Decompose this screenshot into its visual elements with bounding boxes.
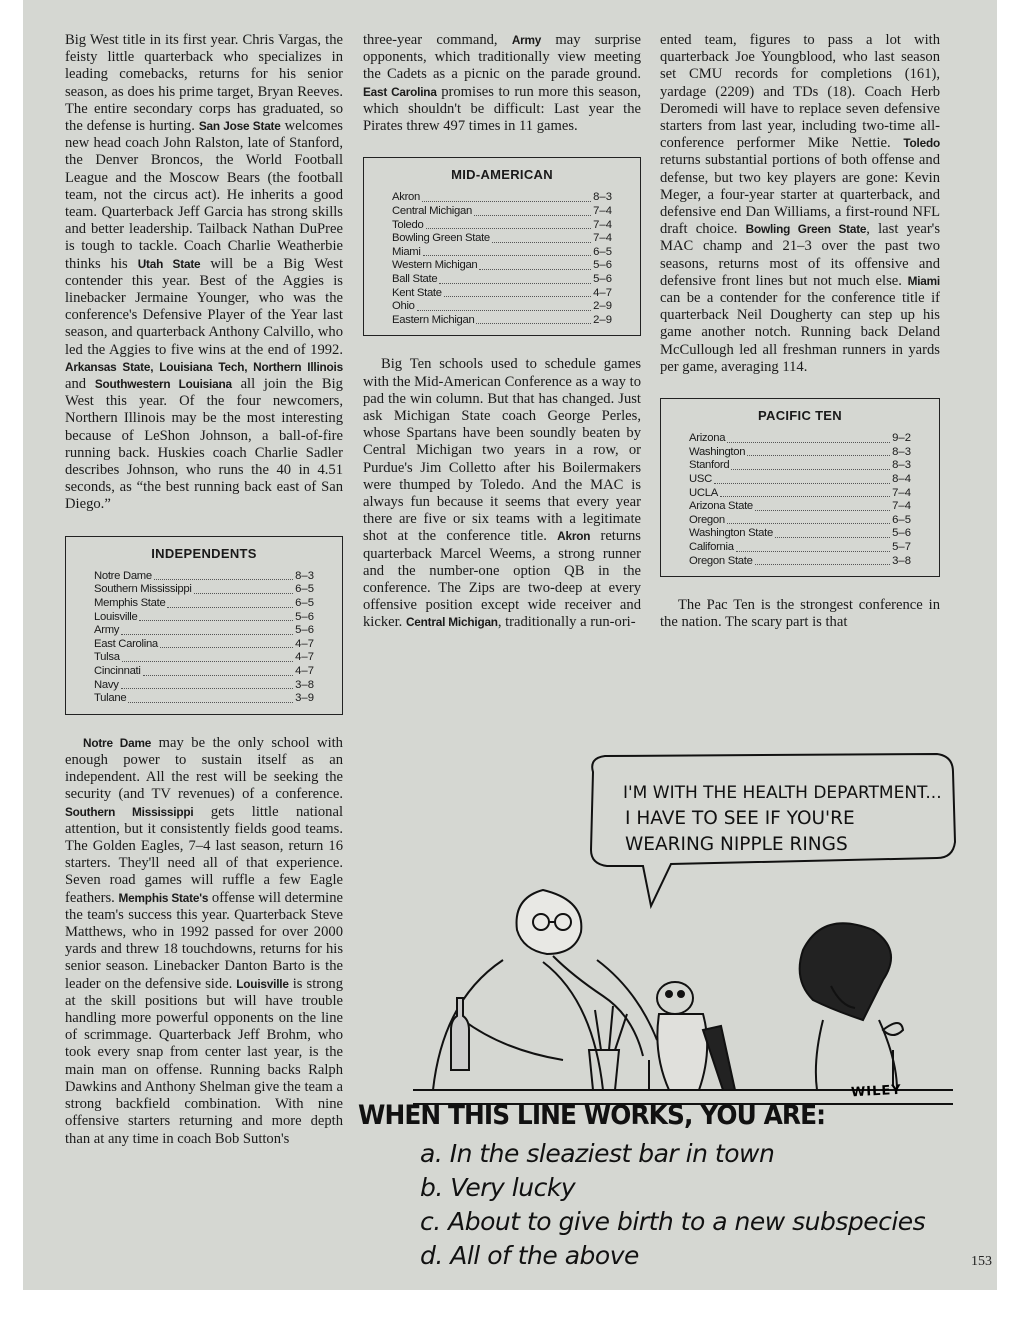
team-label: Tulane: [94, 692, 127, 705]
standings-row: [364, 191, 640, 205]
team-label: Washington: [689, 445, 746, 458]
dot-leader: [747, 446, 890, 457]
team-label: Toledo: [392, 218, 424, 231]
dot-leader: [479, 259, 591, 270]
standings-row: [661, 487, 939, 501]
speech-text: [623, 780, 983, 858]
standings-row: [661, 432, 939, 446]
dot-leader: [775, 527, 890, 538]
record-value: 3–9: [295, 692, 314, 705]
article-paragraph: [65, 32, 343, 514]
team-name: Bowling Green State: [745, 222, 867, 237]
text-run: can be a contender for the conference title if quarterback Neil Dougherty can step up his game another notch. Running back Deland McCullough led all freshman runners in yards per game, averaging 114.: [660, 290, 940, 375]
dot-leader: [139, 611, 293, 622]
standings-row: [364, 259, 640, 273]
article-paragraph: [65, 735, 343, 1148]
standings-rows: [364, 191, 640, 327]
record-value: 7–4: [593, 232, 612, 245]
article-paragraph: [363, 32, 641, 135]
record-value: 4–7: [593, 286, 612, 299]
text-run: Big West title in its first year. Chris Vargas, the feisty little quarterback who specializes in leading comebacks, returns for his senior season, as does his prime target, Bryan Reeves. The entire secondary corps has graduated, so the defense is hurting.: [65, 32, 343, 135]
standings-row: [66, 583, 342, 597]
caption-option-c: c. About to give birth to a new subspecies: [420, 1207, 926, 1236]
text-run: , last year's MAC champ and 21–3 over the past two seasons, returns most of its offensive and defensive front lines but not much else.: [660, 221, 940, 289]
standings-row: [66, 692, 342, 706]
team-label: Navy: [94, 678, 119, 691]
team-label: Central Michigan: [392, 205, 472, 218]
dot-leader: [417, 300, 591, 311]
text-run: is strong at the skill positions but will have trouble handling more powerful opponents on the line of scrimmage. Quarterback Jeff Brohm, who took every snap from center last year, is the main man on offense. Running backs Ralph Dawkins and Anthony Shelman give the team a strong backfield combination. With nine offensive starters returning and more depth than at any time in coach Bob Sutton's: [65, 975, 343, 1147]
dot-leader: [755, 555, 891, 566]
team-name: Southern Mississippi: [65, 804, 194, 819]
team-label: Memphis State: [94, 597, 166, 610]
team-label: Louisville: [94, 610, 138, 623]
standings-row: [364, 232, 640, 246]
team-label: Ohio: [392, 300, 415, 313]
team-label: Eastern Michigan: [392, 313, 475, 326]
standings-row: [661, 459, 939, 473]
team-name: Army: [511, 33, 542, 47]
dot-leader: [160, 638, 293, 649]
standings-row: [661, 541, 939, 555]
record-value: 7–4: [892, 500, 911, 513]
team-label: Tulsa: [94, 651, 120, 664]
speech-line: I HAVE TO SEE IF YOU'RE: [625, 808, 855, 829]
dot-leader: [727, 432, 890, 443]
standings-title: INDEPENDENTS: [151, 545, 257, 561]
standings-row: [66, 651, 342, 665]
text-run: returns quarterback Marcel Weems, a strong runner and the number-one option QB in the conference. The Zips are two-deep at every offensive position except wide receiver and kicker.: [363, 528, 641, 631]
dot-leader: [731, 459, 890, 470]
magazine-page: [23, 0, 997, 1290]
standings-title: MID-AMERICAN: [451, 167, 553, 183]
team-name: Utah State: [137, 256, 201, 271]
team-label: Western Michigan: [392, 259, 478, 272]
record-value: 8–3: [295, 569, 314, 582]
woman-figure: [800, 923, 903, 1090]
team-label: Cincinnati: [94, 665, 141, 678]
record-value: 6–5: [892, 513, 911, 526]
record-value: 6–5: [593, 245, 612, 258]
dot-leader: [128, 692, 293, 703]
text-run: gets little national attention, but it consistently fields good teams. The Golden Eagles, 7–4 last season, return 16 starters. They'll need all of that experience. Seven road games will ruffle a few Eagle feathers.: [65, 803, 343, 906]
small-creature: [657, 982, 735, 1090]
record-value: 3–8: [892, 554, 911, 567]
text-run: welcomes new head coach John Ralston, late of Stanford, the Denver Broncos, the World Football League and the Moscow Bears (the football team, not the circus act). He inherits a good team. Quarterback Jeff Garcia has strong skills and better leadership. Tailback Nathan DuPree is tough to tackle. Coach Charlie Weatherbie thinks his: [65, 118, 343, 272]
team-label: Washington State: [689, 527, 773, 540]
bottle-group: [451, 998, 649, 1090]
team-label: Ball State: [392, 272, 438, 285]
text-run: The Pac Ten is the strongest conference in the nation. The scary part is that: [660, 597, 940, 631]
caption-heading: WHEN THIS LINE WORKS, YOU ARE:: [358, 1100, 826, 1131]
team-label: UCLA: [689, 486, 718, 499]
dot-leader: [422, 191, 591, 202]
team-label: Bowling Green State: [392, 232, 490, 245]
team-name: Central Michigan: [405, 615, 498, 630]
standings-row: [66, 679, 342, 693]
team-name: Memphis State's: [118, 890, 209, 905]
team-label: Southern Mississippi: [94, 583, 192, 596]
standings-row: [364, 205, 640, 219]
article-paragraph: [363, 356, 641, 631]
standings-row: [364, 300, 640, 314]
standings-title: PACIFIC TEN: [758, 408, 842, 424]
standings-row: [364, 287, 640, 301]
text-run: , traditionally a run-ori-: [497, 614, 636, 631]
team-label: USC: [689, 473, 712, 486]
text-column-3: [660, 32, 940, 632]
dot-leader: [755, 500, 890, 511]
record-value: 6–5: [295, 583, 314, 596]
speech-line: I'M WITH THE HEALTH DEPARTMENT...: [623, 783, 942, 803]
team-name: Arkansas State, Louisiana Tech, Northern Illinois: [65, 359, 343, 374]
standings-rows: [66, 570, 342, 706]
team-name: East Carolina: [363, 84, 437, 99]
text-run: may be the only school with enough power to sustain itself as an independent. All the rest will be seeking the security (and TV revenues) of a conference.: [65, 734, 343, 803]
record-value: 7–4: [892, 486, 911, 499]
text-run: returns substantial portions of both offense and defense, but two key players are gone: Kevin Meger, a four-year starter at quarterback, and defensive end Dan Williams, a first-round NFL draft choice.: [660, 152, 940, 238]
record-value: 8–4: [892, 473, 911, 486]
cartoonist-signature: WILEY: [850, 1082, 903, 1101]
team-name: Akron: [557, 529, 591, 544]
text-run: promises to run more this season, which shouldn't be difficult: Last year the Pirates threw 497 times in 11 games.: [363, 83, 641, 135]
standings-row: [661, 473, 939, 487]
caption-option-a: a. In the sleaziest bar in town: [420, 1139, 775, 1168]
record-value: 3–8: [295, 678, 314, 691]
text-run: three-year command,: [363, 32, 512, 48]
standings-rows: [661, 432, 939, 568]
standings-box-pacific-ten: [660, 398, 940, 577]
standings-box-independents: [65, 536, 343, 715]
team-name: Toledo: [903, 136, 940, 151]
standings-row: [661, 527, 939, 541]
text-run: Big Ten schools used to schedule games with the Mid-American Conference as a way to pad the win column. But that has changed. Just ask Michigan State coach George Perles, whose Spartans have been soundly beaten by Central Michigan two years in a row, or Purdue's Jim Colletto after his Boilermakers were thumped by Toledo. And the MAC is always fun because it seems that every year there are five or six teams with a legitimate shot at the conference title.: [363, 356, 641, 545]
team-label: Stanford: [689, 459, 730, 472]
record-value: 9–2: [892, 432, 911, 445]
dot-leader: [143, 665, 294, 676]
dot-leader: [444, 287, 591, 298]
team-label: Oregon: [689, 513, 725, 526]
team-name: Miami: [907, 273, 940, 288]
team-label: California: [689, 541, 734, 554]
standings-row: [364, 273, 640, 287]
standings-row: [364, 246, 640, 260]
text-column-2: [363, 32, 641, 632]
dot-leader: [426, 219, 592, 230]
text-run: may surprise opponents, which traditionally view meeting the Cadets as a picnic on the parade ground.: [363, 32, 641, 83]
team-name: Louisville: [236, 976, 289, 991]
team-label: Kent State: [392, 286, 442, 299]
text-run: and: [65, 376, 95, 393]
text-run: offense will determine the team's success this year. Quarterback Steve Matthews, who in 1992 passed for over 2000 yards and threw 18 touchdowns, returns for his senior season. Linebacker Danton Barto is the leader on the defensive side.: [65, 889, 344, 992]
standings-row: [661, 446, 939, 460]
team-label: Arizona State: [689, 500, 753, 513]
dot-leader: [476, 314, 591, 325]
dot-leader: [439, 273, 591, 284]
caption-option-d: d. All of the above: [420, 1241, 639, 1270]
record-value: 8–3: [593, 191, 612, 204]
record-value: 7–4: [593, 218, 612, 231]
text-column-1: [65, 32, 343, 1148]
dot-leader: [714, 473, 890, 484]
dot-leader: [167, 597, 293, 608]
team-name: Notre Dame: [83, 735, 152, 750]
article-paragraph: [660, 597, 940, 631]
dot-leader: [736, 541, 890, 552]
team-name: San Jose State: [198, 119, 281, 134]
dot-leader: [727, 514, 890, 525]
standings-row: [661, 500, 939, 514]
dot-leader: [194, 583, 294, 594]
caption-option-b: b. Very lucky: [420, 1173, 576, 1202]
dot-leader: [423, 246, 592, 257]
team-name: Southwestern Louisiana: [94, 377, 232, 392]
record-value: 7–4: [593, 205, 612, 218]
record-value: 5–6: [593, 272, 612, 285]
dot-leader: [122, 651, 293, 662]
record-value: 4–7: [295, 665, 314, 678]
record-value: 5–6: [295, 610, 314, 623]
team-label: Akron: [392, 191, 421, 204]
team-label: Arizona: [689, 432, 726, 445]
cartoon-caption: [358, 1100, 978, 1273]
record-value: 4–7: [295, 651, 314, 664]
dot-leader: [154, 570, 293, 581]
standings-row: [661, 555, 939, 569]
team-label: Notre Dame: [94, 569, 152, 582]
record-value: 4–7: [295, 637, 314, 650]
dot-leader: [474, 205, 591, 216]
speech-line: WEARING NIPPLE RINGS: [625, 834, 848, 855]
team-label: East Carolina: [94, 637, 158, 650]
standings-row: [66, 638, 342, 652]
standings-row: [661, 514, 939, 528]
text-run: will be a Big West contender this year. Best of the Aggies is linebacker Jermaine Younger, who was the conference's Defensive Player of the Year last season, and quarterback Anthony Calvillo, who led the Aggies to five wins at the end of 1992.: [65, 255, 344, 358]
dot-leader: [121, 679, 294, 690]
record-value: 5–6: [593, 259, 612, 272]
standings-row: [364, 219, 640, 233]
standings-row: [66, 665, 342, 679]
record-value: 5–7: [892, 541, 911, 554]
standings-row: [66, 597, 342, 611]
dot-leader: [121, 624, 293, 635]
dot-leader: [720, 487, 890, 498]
record-value: 6–5: [295, 597, 314, 610]
page-number: 153: [971, 1254, 992, 1269]
standings-row: [364, 314, 640, 328]
record-value: 2–9: [593, 300, 612, 313]
article-paragraph: [660, 32, 940, 376]
team-label: Army: [94, 624, 120, 637]
text-run: ented team, figures to pass a lot with quarterback Joe Youngblood, who last season set CMU records for completions (161), yardage (2209) and TDs (18). Coach Herb Deromedi will have to replace seven defensive starters from last year, including two-time all-conference performer Mike Nettie.: [660, 32, 940, 152]
record-value: 8–3: [892, 459, 911, 472]
team-label: Miami: [392, 245, 421, 258]
standings-box-mid-american: [363, 157, 641, 336]
record-value: 5–6: [892, 527, 911, 540]
team-label: Oregon State: [689, 554, 753, 567]
record-value: 5–6: [295, 624, 314, 637]
standings-row: [66, 611, 342, 625]
standings-row: [66, 624, 342, 638]
record-value: 2–9: [593, 313, 612, 326]
record-value: 8–3: [892, 445, 911, 458]
dot-leader: [492, 232, 591, 243]
text-run: all join the Big West this year. Of the four newcomers, Northern Illinois may be the most interesting because of LeShon Johnson, a ball-of-fire running back. Huskies coach Charlie Sadler describes Johnson, who runs the 40 in 4.51 seconds, as “the best running back east of San Diego.”: [65, 376, 343, 513]
standings-row: [66, 570, 342, 584]
